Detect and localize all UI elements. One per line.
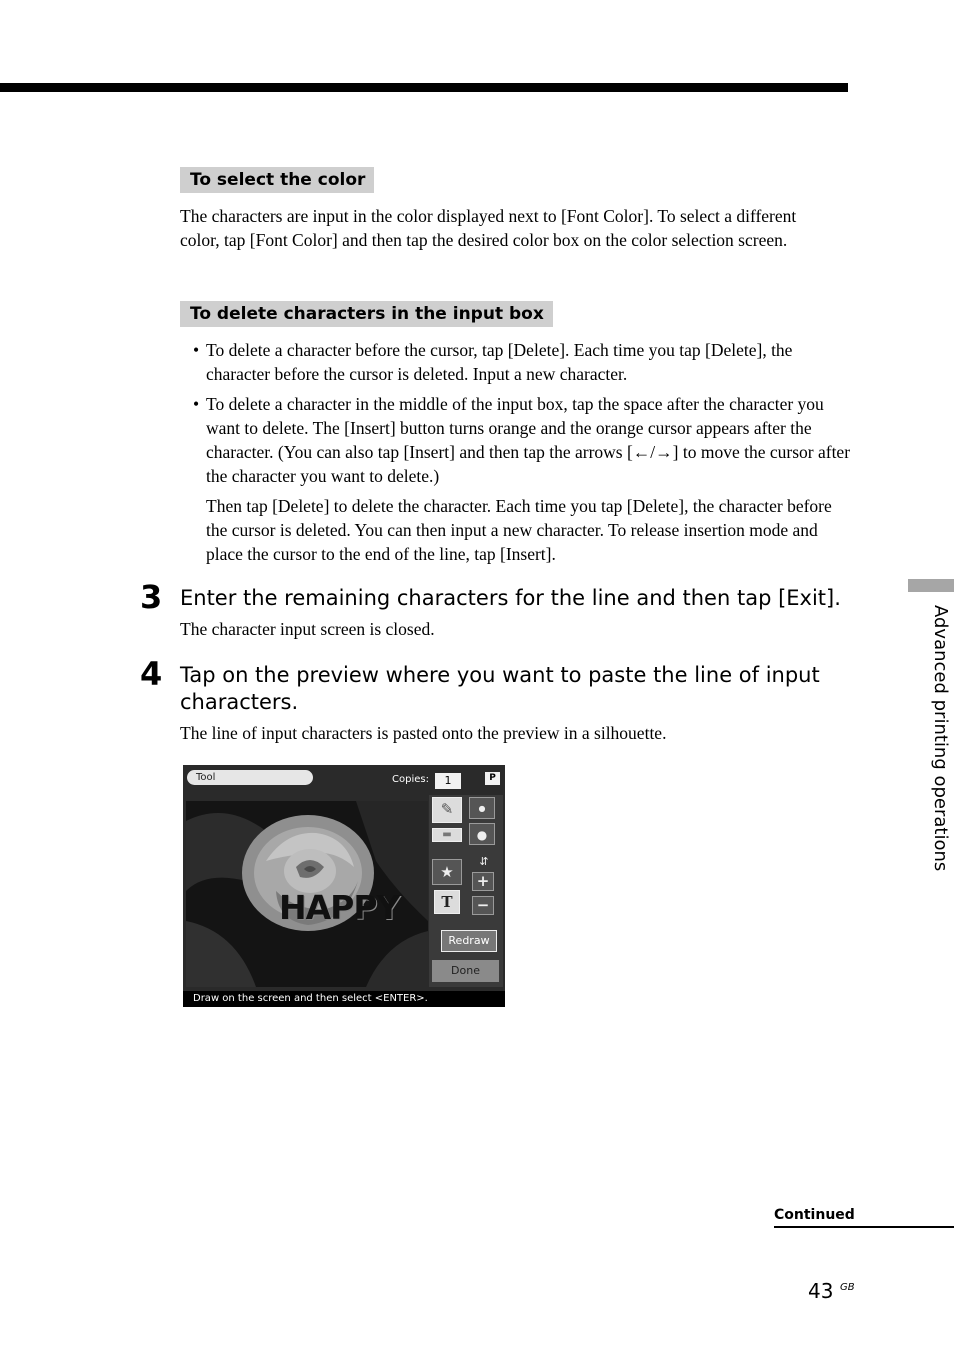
bullet-delete-middle <box>193 392 853 488</box>
overlay-text[interactable]: HAPPY <box>279 888 400 927</box>
bullet-marker: • <box>193 340 200 360</box>
preview-photo[interactable] <box>186 801 428 987</box>
bullet-text: To delete a character before the cursor, tap [Delete]. Each time you tap [Delete], the character before the cursor is deleted. Input a new character. <box>206 340 793 384</box>
continued-rule <box>774 1226 954 1228</box>
line-width-icon: ▬ <box>442 829 452 840</box>
step-3-body: The character input screen is closed. <box>180 619 435 639</box>
continued-label: Continued <box>774 1207 855 1223</box>
step-number-4: 4 <box>140 655 163 693</box>
step-3-title: Enter the remaining characters for the line and then tap [Exit]. <box>180 586 841 610</box>
stamp-button[interactable] <box>432 859 462 885</box>
line-width-button[interactable] <box>432 828 462 842</box>
side-section-label: Advanced printing operations <box>930 605 951 872</box>
status-bar: Draw on the screen and then select <ENTER>. <box>183 991 505 1007</box>
delete-continuation: Then tap [Delete] to delete the character. Each time you tap [Delete], the character before the cursor is deleted. You can then input a new character. To release insertion mode and place the cursor to the end of the line, tap [Insert]. <box>206 496 832 564</box>
step-number-3: 3 <box>140 578 163 616</box>
tool-panel <box>429 795 503 987</box>
large-dot-icon: ● <box>476 828 488 842</box>
zoom-minus-icon: − <box>476 896 490 914</box>
print-badge[interactable]: P <box>485 772 500 785</box>
heading-delete-characters: To delete characters in the input box <box>180 301 553 327</box>
redraw-button[interactable]: Redraw <box>441 930 497 952</box>
print-tool-screen <box>183 765 505 1007</box>
small-dot-icon: ● <box>478 804 486 813</box>
bullet-delete-before-cursor <box>193 338 853 386</box>
resize-button[interactable] <box>473 855 495 869</box>
step-4-title: Tap on the preview where you want to paste the line of input characters. <box>180 663 820 714</box>
done-button[interactable]: Done <box>432 960 499 982</box>
heading-select-color: To select the color <box>180 167 374 193</box>
top-rule <box>0 83 848 92</box>
page-number: 43 <box>808 1279 834 1303</box>
side-tab-marker <box>908 579 954 592</box>
zoom-plus-icon: + <box>476 872 490 890</box>
bullet-text: To delete a character in the middle of the input box, tap the space after the character you want to delete. The [Insert] button turns orange and the orange cursor appears after the character. (You can also tap [Insert] and then tap the arrows [←/→] to move the cursor after the character you want to delete.) <box>206 394 851 486</box>
text-button[interactable] <box>434 890 460 914</box>
small-dot-button[interactable] <box>469 797 495 819</box>
select-color-body: The characters are input in the color displayed next to [Font Color]. To select a different color, tap [Font Color] and then tap the desired color box on the color selection screen. <box>180 206 797 250</box>
bullet-marker: • <box>193 394 200 414</box>
large-dot-button[interactable] <box>469 823 495 845</box>
pencil-button[interactable] <box>432 797 462 823</box>
page-suffix: GB <box>840 1282 855 1293</box>
star-icon: ★ <box>440 863 454 881</box>
zoom-plus-button[interactable] <box>472 872 494 891</box>
resize-icon: ⇵ <box>479 855 489 868</box>
tool-menu[interactable]: Tool <box>187 770 313 785</box>
step-4-body: The line of input characters is pasted onto the preview in a silhouette. <box>180 723 667 743</box>
text-icon: T <box>441 893 453 911</box>
zoom-minus-button[interactable] <box>472 896 494 915</box>
copies-label: Copies: <box>392 774 429 785</box>
copies-field[interactable]: 1 <box>435 773 461 789</box>
pencil-icon: ✎ <box>440 800 454 818</box>
